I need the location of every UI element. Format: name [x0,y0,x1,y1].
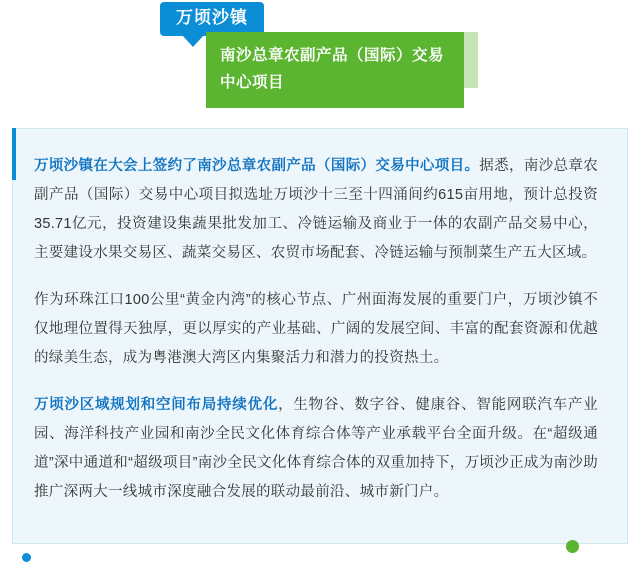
paragraph-text: 作为环珠江口100公里“黄金内湾”的核心节点、广州面海发展的重要门户，万顷沙镇不仅地理位置得天独厚，更以厚实的产业基础、广阔的发展空间、丰富的配套资源和优越的绿美生态，成为粤港澳大湾区内集聚活力和潜力的投资热土。 [34,292,598,366]
card-accent-stripe [12,128,16,180]
town-tag-label: 万顷沙镇 [176,8,248,27]
project-title: 南沙总章农副产品（国际）交易中心项目 [220,47,445,92]
paragraph [34,286,598,373]
paragraph [34,152,598,268]
town-tag-badge [160,2,264,36]
article-body [34,152,598,507]
paragraph [34,391,598,507]
project-title-panel [206,32,464,108]
paragraph-lead: 万顷沙区域规划和空间布局持续优化 [34,397,279,413]
decorative-dot-blue [22,553,31,562]
title-accent-bar [464,32,478,88]
paragraph-text: ，生物谷、数字谷、健康谷、智能网联汽车产业园、海洋科技产业园和南沙全民文化体育综合体等产业承载平台全面升级。在“超级通道”深中通道和“超级项目”南沙全民文化体育综合体的双重加持下，万顷沙正成为南沙助推广深两大一线城市深度融合发展的联动最前沿、城市新门户。 [34,397,598,500]
tag-pointer [182,35,204,47]
page-header [0,0,640,118]
paragraph-lead: 万顷沙镇在大会上签约了南沙总章农副产品（国际）交易中心项目。 [34,158,480,174]
paragraph-text: 据悉，南沙总章农副产品（国际）交易中心项目拟选址万顷沙十三至十四涌间约615亩用地，预计总投资35.71亿元，投资建设集蔬果批发加工、冷链运输及商业于一体的农副产品交易中心，主要建设水果交易区、蔬菜交易区、农贸市场配套、冷链运输与预制菜生产五大区域。 [34,158,598,261]
decorative-dot-green [566,540,579,553]
